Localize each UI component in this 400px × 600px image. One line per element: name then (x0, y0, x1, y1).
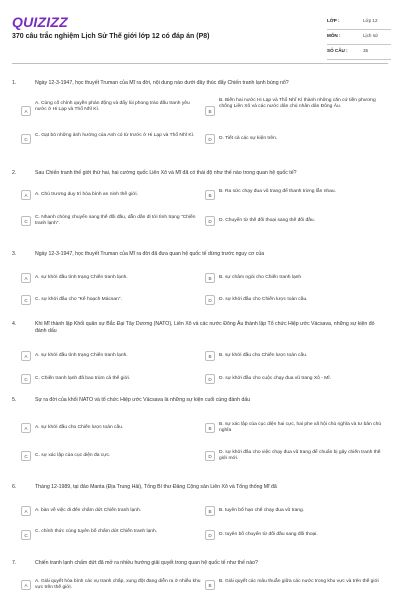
option-letter-box: B (205, 273, 215, 283)
option-text: C. Nhanh chóng chuyển sang thế đối đầu, dẫn dần đi tới tình trạng "Chiến tranh lạnh". (35, 215, 196, 227)
option-text: A. bàn về việc đi đến chấm dứt Chiến tranh lạnh. (35, 508, 142, 513)
option-text: D. Tiết cả các sự kiện trên. (219, 136, 278, 141)
question-number: 2. (12, 170, 17, 176)
option-d[interactable] (205, 372, 388, 386)
question-number: 5. (12, 397, 17, 403)
option-a[interactable] (21, 186, 204, 204)
option-b[interactable] (205, 186, 388, 204)
question-number: 7. (12, 560, 17, 566)
option-letter-box: A (21, 106, 31, 116)
option-c[interactable] (21, 212, 204, 230)
option-a[interactable] (21, 419, 204, 437)
option-letter-box: C (21, 295, 31, 305)
question-number: 1. (12, 80, 17, 86)
meta-key: SỐ CÂU : (327, 48, 348, 53)
quizizz-logo: QUIZIZZ (12, 14, 68, 30)
option-text: C. Chiến tranh lạnh đã bao trùm cả thế giới. (35, 376, 131, 381)
option-letter-box: C (21, 216, 31, 226)
question-number: 3. (12, 251, 17, 257)
option-text: A. sự khởi đầu cho Chiến lược toàn cầu. (35, 425, 124, 430)
option-c[interactable] (21, 447, 204, 465)
option-text: D. Chuyển từ thế đối thoại sang thế đối đầu. (219, 218, 315, 223)
option-letter-box: A (21, 273, 31, 283)
option-letter-box: A (21, 190, 31, 200)
option-text: B. sự châm ngòi cho Chiến tranh lạnh (219, 275, 302, 280)
meta-value: Lớp 12 (363, 18, 378, 23)
option-letter-box: A (21, 580, 31, 590)
option-text: A. Giải quyết hòa bình các vụ tranh chấp, xung đột đang diễn ra ở nhiều khu vực trên thế giới. (35, 579, 201, 591)
option-a[interactable] (21, 271, 204, 285)
option-text: B. sự xác lập của cục diện hai cực, hai phe xã hội chủ nghĩa và tư bản chủ nghĩa (219, 422, 382, 434)
option-text: B. Ra sức chạy đua vũ trang để thanh trừng lẫn nhau. (219, 189, 336, 194)
option-d[interactable] (205, 447, 388, 465)
option-a[interactable] (21, 349, 204, 363)
meta-key: LỚP : (327, 18, 340, 23)
option-b[interactable] (205, 271, 388, 285)
meta-row-subject (327, 30, 391, 45)
option-text: A. Chủ trương duy trì hòa bình an ninh thế giới. (35, 192, 138, 197)
option-a[interactable] (21, 504, 204, 518)
option-letter-box: A (21, 506, 31, 516)
option-letter-box: D (205, 530, 215, 540)
option-b[interactable] (205, 576, 388, 594)
option-letter-box: C (21, 134, 31, 144)
option-c[interactable] (21, 130, 204, 148)
option-letter-box: C (21, 374, 31, 384)
question-text: Ngày 12-3-1947, học thuyết Truman của Mĩ ra đời, nội dung nào dưới đây thúc đẩy Chiến tranh lạnh bùng nổ? (35, 80, 289, 86)
meta-row-count (327, 45, 391, 60)
option-text: C. chính thức cùng tuyên bố chấm dứt Chiến tranh lạnh. (35, 529, 158, 534)
option-c[interactable] (21, 526, 204, 544)
option-a[interactable] (21, 98, 204, 124)
question-text: Khi Mĩ thành lập Khối quân sự Bắc Đại Tây Dương (NATO), Liên Xô và các nước Đông Âu thành lập Tổ chức Hiệp ước Vácsava, những sự kiện đó đánh dấu (35, 321, 375, 334)
option-text: C. sự xác lập của cục diện đa cực. (35, 453, 111, 458)
question-text: Tháng 12-1989, tại đảo Manta (Địa Trung Hải), Tổng Bí thư Đảng Cộng sản Liên Xô và Tổng thống Mĩ đã (35, 484, 277, 490)
option-text: D. sự khởi đầu cho Chiến lược toàn cầu. (219, 297, 308, 302)
option-text: D. sự khởi đầu cho việc chạy đua vũ trang để chuẩn bị gây chiến tranh thế giới mới. (219, 450, 381, 462)
question-text: Chiến tranh lạnh chấm dứt đã mở ra nhiều hướng giải quyết trong quan hệ quốc tế như thế nào? (35, 560, 258, 566)
option-text: A. Củng cố chính quyền phản động và đẩy lùi phong trào đấu tranh yêu nước ở Hi Lạp và Thổ Nhĩ Kì. (35, 101, 190, 113)
option-text: B. Biến hai nước Hi Lạp và Thổ Nhĩ Kì thành những căn cứ tiền phương chống Liên Xô và các nước dân chủ nhân dân Đông Âu. (219, 98, 376, 110)
option-letter-box: B (205, 351, 215, 361)
option-letter-box: D (205, 134, 215, 144)
option-letter-box: B (205, 423, 215, 433)
option-letter-box: A (21, 423, 31, 433)
meta-value: Lịch sử (363, 33, 379, 38)
question-7 (12, 560, 388, 600)
option-c[interactable] (21, 293, 204, 307)
option-letter-box: B (205, 580, 215, 590)
option-d[interactable] (205, 130, 388, 148)
option-text: B. sự khởi đầu cho Chiến lược toàn cầu. (219, 353, 308, 358)
option-c[interactable] (21, 372, 204, 386)
option-b[interactable] (205, 504, 388, 518)
option-d[interactable] (205, 526, 388, 544)
question-2 (12, 170, 388, 245)
option-letter-box: C (21, 530, 31, 540)
meta-row-class (327, 15, 391, 30)
page-title: 370 câu trắc nghiệm Lịch Sử Thế giới lớp 12 có đáp án (P8) (12, 33, 210, 40)
option-letter-box: D (205, 295, 215, 305)
option-text: B. tuyên bố hạn chế chạy đua vũ trang. (219, 508, 305, 513)
option-d[interactable] (205, 293, 388, 307)
option-b[interactable] (205, 98, 388, 124)
question-6 (12, 484, 388, 550)
meta-value: 35 (363, 48, 369, 53)
option-letter-box: D (205, 374, 215, 384)
option-letter-box: D (205, 451, 215, 461)
option-letter-box: C (21, 451, 31, 461)
question-number: 6. (12, 484, 17, 490)
option-letter-box: B (205, 190, 215, 200)
question-number: 4. (12, 321, 17, 327)
question-4 (12, 321, 388, 383)
option-b[interactable] (205, 419, 388, 437)
option-letter-box: A (21, 351, 31, 361)
header-divider (12, 63, 388, 64)
option-letter-box: D (205, 216, 215, 226)
question-text: Sau Chiến tranh thế giới thứ hai, hai cường quốc Liên Xô và Mĩ đã có thái độ như thế nào trong quan hệ quốc tế? (35, 170, 297, 176)
question-text: Ngày 12-3-1947, học thuyết Truman của Mĩ ra đời đã đưa quan hệ quốc tế dừng trước nguy cơ của (35, 251, 265, 257)
option-letter-box: B (205, 106, 215, 116)
option-text: B. Giải quyết các mâu thuẫn giữa các nước trong khu vực và trên thế giới (219, 579, 379, 584)
option-a[interactable] (21, 576, 204, 594)
option-text: D. sự khởi đầu cho cuộc chạy đua vũ trang Xô - Mĩ. (219, 376, 331, 381)
option-b[interactable] (205, 349, 388, 363)
meta-panel (327, 15, 391, 60)
option-d[interactable] (205, 212, 388, 230)
question-text: Sự ra đời của khối NATO và tổ chức Hiệp ước Vácsava là những sự kiện cuối cùng đánh dấu (35, 397, 251, 403)
meta-key: MÔN : (327, 33, 341, 38)
option-letter-box: B (205, 506, 215, 516)
option-text: A. sự khởi đầu tình trạng Chiến tranh lạnh. (35, 353, 128, 358)
question-5 (12, 397, 388, 469)
option-text: D. tuyên bố chuyển từ đối đầu sang đối thoại. (219, 532, 318, 537)
option-text: C. sự khởi đầu cho "Kế hoạch Mácsan". (35, 297, 122, 302)
option-text: A. sự khởi đầu tình trạng Chiến tranh lạnh. (35, 275, 128, 280)
question-3 (12, 251, 388, 311)
option-text: C. Gạt bỏ những ảnh hưởng của Anh có từ trước ở Hi Lạp và Thổ Nhĩ Kì. (35, 133, 195, 138)
question-1 (12, 80, 388, 160)
